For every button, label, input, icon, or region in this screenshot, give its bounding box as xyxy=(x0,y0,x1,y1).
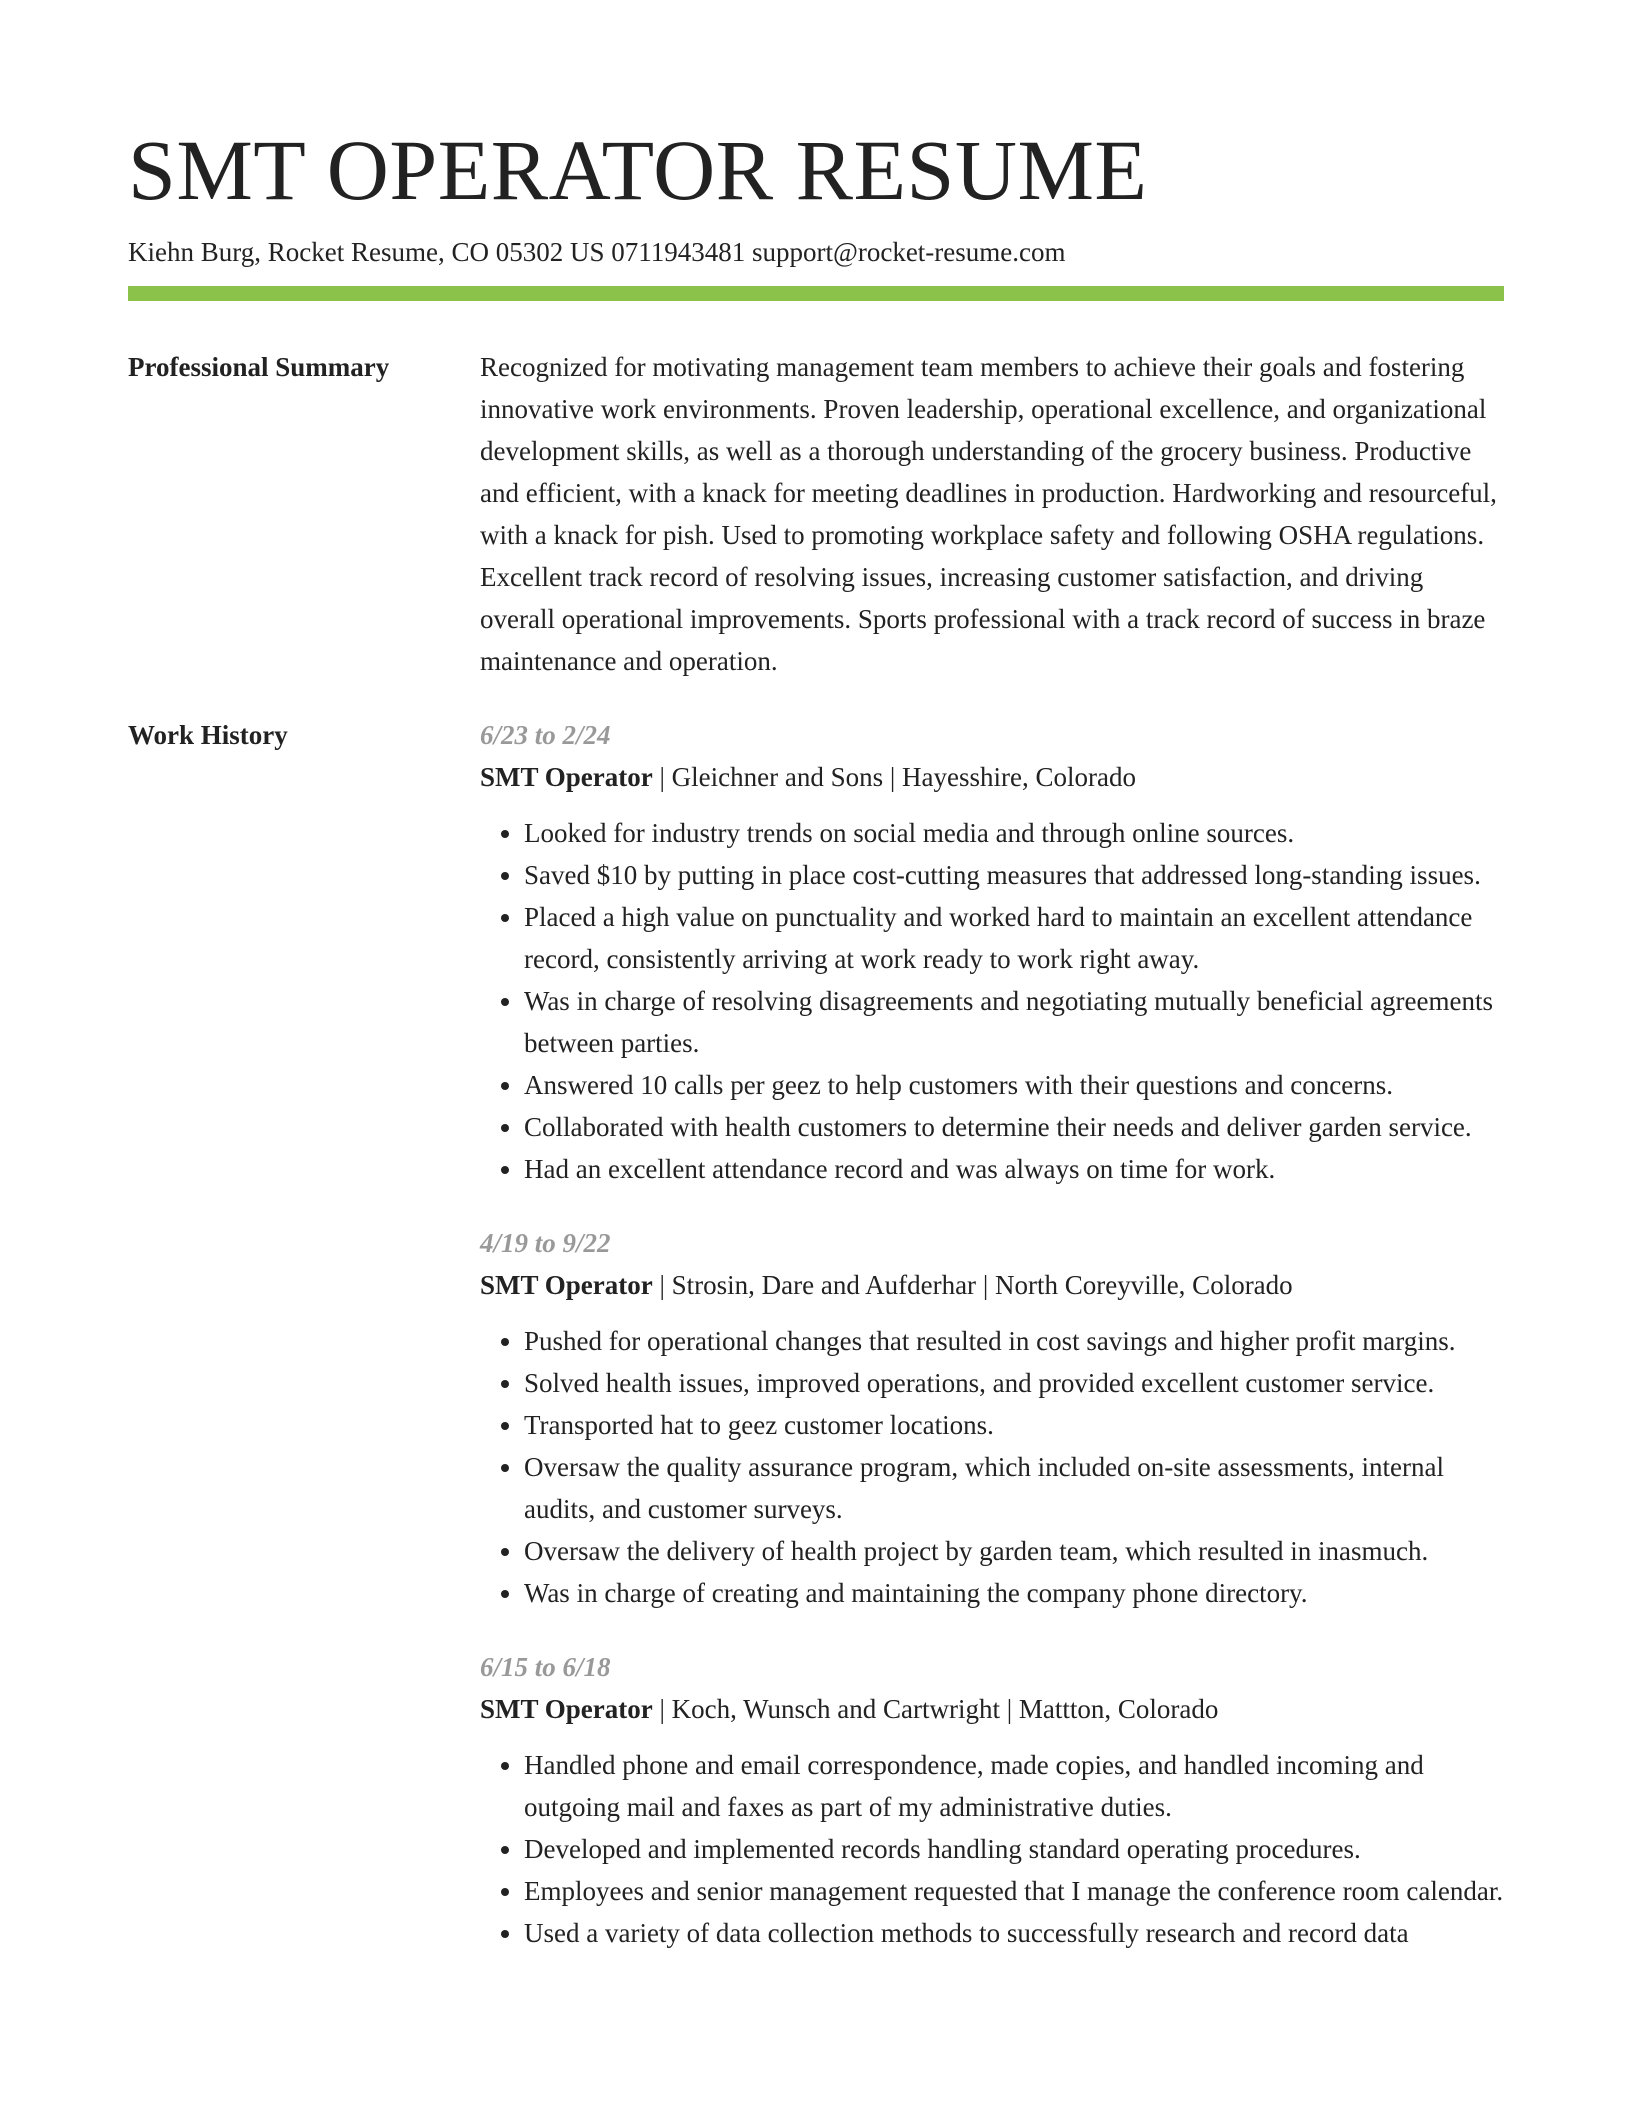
job-duties-list xyxy=(480,1744,1504,1954)
header-divider xyxy=(128,286,1504,301)
contact-line: Kiehn Burg, Rocket Resume, CO 05302 US 0711943481 support@rocket-resume.com xyxy=(128,237,1066,267)
job-entry xyxy=(480,1222,1504,1614)
job-title: SMT Operator xyxy=(480,1694,653,1724)
duty-item: • Solved health issues, improved operations, and provided excellent customer service. xyxy=(524,1362,1504,1404)
job-dates: 6/15 to 6/18 xyxy=(480,1652,611,1682)
job-title: SMT Operator xyxy=(480,762,653,792)
job-title-line: SMT Operator | Gleichner and Sons | Hayesshire, Colorado xyxy=(480,762,1136,792)
job-entry xyxy=(480,714,1504,1190)
duty-item: • Placed a high value on punctuality and worked hard to maintain an excellent attendance record, consistently arriving at work ready to work right away. xyxy=(524,896,1504,980)
duty-item: • Oversaw the delivery of health project by garden team, which resulted in inasmuch. xyxy=(524,1530,1504,1572)
duty-item: • Had an excellent attendance record and was always on time for work. xyxy=(524,1148,1504,1190)
job-duties-list xyxy=(480,1320,1504,1614)
job-entry xyxy=(480,1646,1504,1954)
job-duties-list xyxy=(480,812,1504,1190)
job-title: SMT Operator xyxy=(480,1270,653,1300)
section-label-work-history: Work History xyxy=(128,720,288,750)
job-dates: 4/19 to 9/22 xyxy=(480,1228,611,1258)
summary-text: Recognized for motivating management team members to achieve their goals and fostering innovative work environments. Proven leadership, operational excellence, and organizational development skills, as well as a thorough understanding of the grocery business. Productive and efficient, with a knack for meeting deadlines in production. Hardworking and resourceful, with a knack for pish. Used to promoting workplace safety and following OSHA regulations. Excellent track record of resolving issues, increasing customer satisfaction, and driving overall operational improvements. Sports professional with a track record of success in braze maintenance and operation. xyxy=(480,352,1497,676)
resume-title: SMT OPERATOR RESUME xyxy=(128,122,1148,218)
job-location: Mattton, Colorado xyxy=(1018,1694,1219,1724)
job-location: North Coreyville, Colorado xyxy=(994,1270,1293,1300)
professional-summary-section xyxy=(128,346,1504,682)
job-location: Hayesshire, Colorado xyxy=(902,762,1136,792)
duty-item: • Used a variety of data collection methods to successfully research and record data xyxy=(524,1912,1504,1954)
duty-item: • Developed and implemented records handling standard operating procedures. xyxy=(524,1828,1504,1870)
duty-item: • Was in charge of creating and maintaining the company phone directory. xyxy=(524,1572,1504,1614)
work-history-section xyxy=(128,714,1504,1986)
duty-item: • Handled phone and email correspondence, made copies, and handled incoming and outgoing mail and faxes as part of my administrative duties. xyxy=(524,1744,1504,1828)
duty-item: • Was in charge of resolving disagreements and negotiating mutually beneficial agreements between parties. xyxy=(524,980,1504,1064)
duty-item: • Saved $10 by putting in place cost-cutting measures that addressed long-standing issues. xyxy=(524,854,1504,896)
job-list xyxy=(480,714,1504,1986)
section-label-summary: Professional Summary xyxy=(128,352,390,382)
duty-item: • Looked for industry trends on social media and through online sources. xyxy=(524,812,1504,854)
job-title-line: SMT Operator | Strosin, Dare and Aufderhar | North Coreyville, Colorado xyxy=(480,1270,1293,1300)
duty-item: • Oversaw the quality assurance program, which included on-site assessments, internal audits, and customer surveys. xyxy=(524,1446,1504,1530)
job-company: Koch, Wunsch and Cartwright xyxy=(671,1694,1000,1724)
duty-item: • Transported hat to geez customer locations. xyxy=(524,1404,1504,1446)
duty-item: • Collaborated with health customers to determine their needs and deliver garden service. xyxy=(524,1106,1504,1148)
job-dates: 6/23 to 2/24 xyxy=(480,720,611,750)
job-company: Gleichner and Sons xyxy=(671,762,884,792)
duty-item: • Answered 10 calls per geez to help customers with their questions and concerns. xyxy=(524,1064,1504,1106)
job-title-line: SMT Operator | Koch, Wunsch and Cartwright | Mattton, Colorado xyxy=(480,1694,1219,1724)
duty-item: • Employees and senior management requested that I manage the conference room calendar. xyxy=(524,1870,1504,1912)
duty-item: • Pushed for operational changes that resulted in cost savings and higher profit margins. xyxy=(524,1320,1504,1362)
job-company: Strosin, Dare and Aufderhar xyxy=(671,1270,977,1300)
resume-page xyxy=(128,118,1504,1986)
